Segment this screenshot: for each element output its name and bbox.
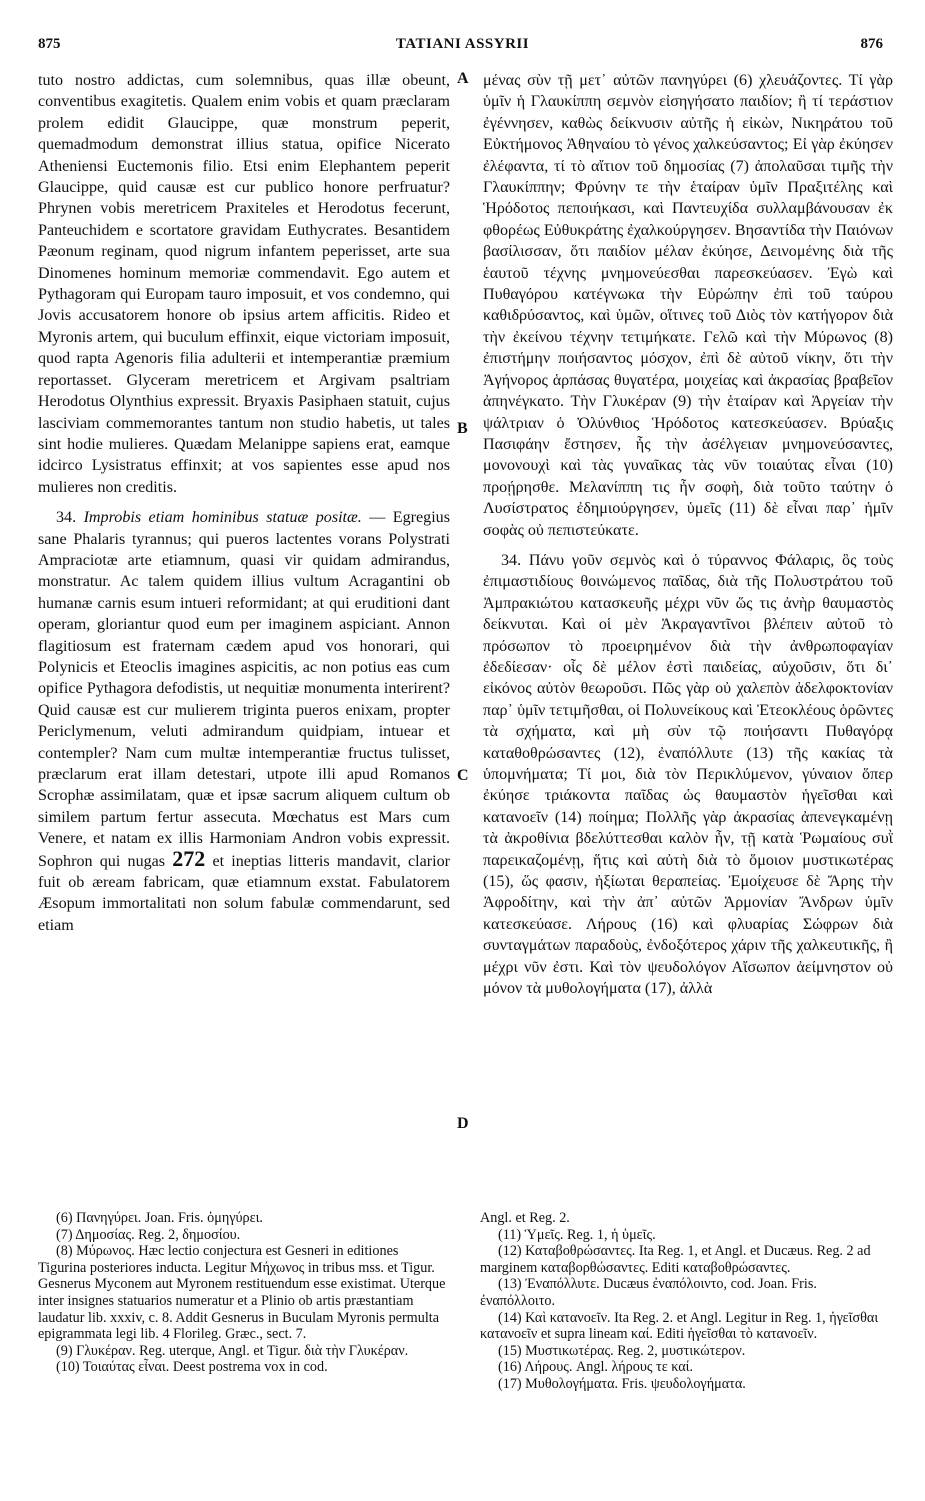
page-number-right: 876 (860, 36, 883, 52)
footnote: (14) Καὶ κατανοεῖν. Ita Reg. 2. et Angl. Legitur in Reg. 1, ἡγεῖσθαι κατανοεῖν et supra lineam καί. Editi ἡγεῖσθαι τὸ κατανοεῖν. (480, 1309, 879, 1343)
footnote: (7) Δημοσίας. Reg. 2, δημοσίου. (56, 1226, 241, 1243)
latin-paragraph-34-text-a: — Egregius sane Phalaris tyrannus; qui pueros lactentes vorans Polystrati Ampraciotæ arte etiamnum, quasi vir quidam admirandus, monstratur. Ac talem quidem illius vultum Acragantini ob humanæ carnis esum intueri reformidant; at qui eruditioni dant operam, gloriantur quod eum per imaginem aspiciant. Annon flagitiosum est fraternam cædem apud vos honorari, qui Polynicis et Eteoclis imagines aspicitis, ac non potius eas cum opifice Pythagora defodistis, ut nequitiæ monumenta interirent? Quid causæ est cur mulierem triginta pueros enixam, propter Periclymenum, veluti admirandum quidpiam, intuear et contempler? Nam cum multæ intemperantiæ fructus tulisset, præclarum erat illam detestari, utpote illi apud Romanos Scrophæ assimilatam, quæ et ipsæ sacrum aliquem cultum ob similem partum fertur assecuta. Mœchatus est Mars cum Venere, et natam ex illis Harmoniam Andron vobis expressit. Sophron qui nugas (38, 509, 450, 870)
section-title: Improbis etiam hominibus statuæ positæ. (83, 509, 362, 527)
running-title: TATIANI ASSYRII (395, 36, 530, 52)
latin-column (38, 70, 450, 936)
footnote: (8) Μύρωνος. Hæc lectio conjectura est Gesneri in editiones Tigurina posteriores inducta. Legitur Μήχωνος in tribus mss. et Tigur. Gesnerus Myconem aut Myronem restituendum esse existimat. Uterque inter insignes statuarios numeratur et a Plinio ob artis præstantiam laudatur lib. xxxiv, c. 8. Addit Gesnerus in Buculam Myronis permulta epigrammata legi lib. 4 Florileg. Græc., sect. 7. (38, 1243, 446, 1343)
margin-letter-b: B (457, 420, 468, 437)
greek-paragraph-34: 34. Πάνυ γοῦν σεμνὸς καὶ ὁ τύραννος Φάλαρις, ὃς τοὺς ἐπιμαστιδίους θοινώμενος παῖδας, διὰ τῆς Πολυστράτου τοῦ Ἀμπρακιώτου κατασκευῆς μέχρι νῦν ὥς τις ἀνὴρ θαυμαστὸς δείκνυται. Καὶ οἱ μὲν Ἀκραγαντῖνοι βλέπειν αὐτοῦ τὸ πρόσωπον τὸ προειρημένον διὰ τὴν ἀνθρωποφαγίαν ἐδεδίεσαν· οἷς δὲ μέλον ἐστὶ παιδείας, αὐχοῦσιν, ὅτι δι᾽ εἰκόνος αὐτὸν θεωροῦσι. Πῶς γὰρ οὐ χαλεπὸν ἀδελφοκτονίαν παρ᾽ ὑμῖν τετιμῆσθαι, οἱ Πολυνείκους καὶ Ἐτεοκλέους ὁρῶντες τὰ σχήματα, καὶ μὴ σὺν τῷ ποιήσαντι Πυθαγόρᾳ καταθοθρώσαντες (12), ἐναπόλλυτε (13) τῆς κακίας τὰ ὑπομνήματα; Τί μοι, διὰ τὸν Περικλύμενον, γύναιον ὅπερ ἐκύησε τριάκοντα παῖδας ὡς θαυμαστὸν ἡγεῖσθαι καὶ κατανοεῖν (14) ποίημα; Πολλῆς γὰρ ἀκρασίας ἀπενεγκαμένῃ τὰ ἀκροθίνια βδελύττεσθαι καλὸν ἦν, τῇ κατὰ Ῥωμαίους συῒ παρεικαζομένῃ, ἥτις καὶ αὐτὴ διὰ τὸ ὅμοιον μυστικωτέρας (15), ὥς φασιν, ἠξίωται θεραπείας. Ἐμοίχευσε δὲ Ἄρης τὴν Ἀφροδίτην, καὶ τὴν ἀπ᾽ αὐτῶν Ἁρμονίαν Ἄνδρων ὑμῖν κατεσκεύασε. Λήρους (16) καὶ φλυαρίας Σώφρων διὰ συνταγμάτων παραδοὺς, ἐνδοξότερος χάριν τῆς χαλκευτικῆς, ἢ μέχρι νῦν ἐστι. Καὶ τὸν ψευδολόγον Αἴσωπον ἀείμνηστον οὐ μόνον τὰ μυθολογήματα (17), ἀλλὰ (483, 551, 893, 998)
margin-letter-d: D (457, 1115, 469, 1132)
footnotes-right (480, 1210, 895, 1393)
footnote: (13) Ἐναπόλλυτε. Ducæus ἐναπόλοιντο, cod. Joan. Fris. ἐναπόλλοιτο. (480, 1276, 817, 1309)
footnote: (10) Τοιαύτας εἶναι. Deest postrema vox in cod. (56, 1359, 328, 1376)
footnote: (11) Ὑμεῖς. Reg. 1, ἡ ὑμεῖς. (498, 1226, 656, 1243)
margin-letter-a: A (457, 70, 469, 87)
page-number-left: 875 (38, 36, 61, 52)
footnote: (17) Μυθολογήματα. Fris. ψευδολογήματα. (498, 1375, 746, 1392)
footnote: (15) Μυστικωτέρας. Reg. 2, μυστικώτερον. (498, 1342, 746, 1359)
latin-paragraph-34-text-b: et ineptias litteris mandavit, clarior fuit ob æream fabricam, quæ etiamnum exstat. Fabulatorem Æsopum immortalitati non solum fabulæ commendarunt, sed etiam (38, 852, 450, 934)
footnote: (6) Πανηγύρει. Joan. Fris. ὁμηγύρει. (56, 1210, 263, 1226)
greek-paragraph-1: μένας σὺν τῇ μετ᾽ αὐτῶν πανηγύρει (6) χλευάζοντες. Τί γὰρ ὑμῖν ἡ Γλαυκίππη σεμνὸν εἰσηγήσατο παιδίον; ἢ τί τεράστιον ἐγέννησεν, καθὼς δείκνυσιν αὐτῆς ἡ εἰκὼν, Νικηράτου τοῦ Εὐκτήμονος Ἀθηναίου τὸ γένος χαλκεύσαντος; Εἰ γὰρ ἐκύησεν ἐλέφαντα, τί τὸ αἴτιον τοῦ δημοσίας (7) ἀπολαῦσαι τιμῆς τὴν Γλαυκίππην; Φρύνην τε τὴν ἑταίραν ὑμῖν Πραξιτέλης καὶ Ἡρόδοτος πεποιήκασι, καὶ Παντευχίδα συλλαμβάνουσαν ἐκ φθορέως Εὐθυκράτης ἐχαλκούργησεν. Βησαντίδα τὴν Παιόνων βασίλισσαν, ὅτι παιδίον μέλαν ἐκύησε, Δεινομένης διὰ τῆς ἑαυτοῦ τέχνης μνημονεύεσθαι παρεσκεύασεν. Ἐγὼ καὶ Πυθαγόρου κατέγνωκα τὴν Εὐρώπην ἐπὶ τοῦ ταύρου καθιδρύσαντος, καὶ ὑμῶν, οἵτινες τοῦ Διὸς τὸν κατήγορον διὰ τὴν ἐκείνου τέχνην τετιμήκατε. Γελῶ καὶ τὴν Μύρωνος (8) ἐπιστήμην ποιήσαντος μόσχον, ἐπὶ δὲ αὐτοῦ νίκην, ὅτι τὴν Ἀγήνορος ἁρπάσας θυγατέρα, μοιχείας καὶ ἀκρασίας βραβεῖον ἀπηνέγκατο. Τὴν Γλυκέραν (9) τὴν ἑταίραν καὶ Ἀργείαν τὴν ψάλτριαν ὁ Ὀλύνθιος Ἡρόδοτος κατεσκεύασεν. Βρύαξις Πασιφάην ἔστησεν, ἧς τὴν ἀσέλγειαν μνημονεύσαντες, μονονουχὶ καὶ τὰς γυναῖκας τὰς νῦν τοιαύτας εἶναι (10) προῄρησθε. Μελανίππη τις ἦν σοφὴ, διὰ τοῦτο ταύτην ὁ Λυσίστρατος ἐδημιούργησεν, ὑμεῖς (11) δὲ εἶναι παρ᾽ ἡμῖν σοφὰς οὐ πεπιστεύκατε. (483, 72, 894, 539)
greek-column (483, 70, 893, 999)
margin-letter-c: C (457, 767, 469, 784)
footnote: (12) Καταβοθρώσαντες. Ita Reg. 1, et Angl. et Ducæus. Reg. 2 ad marginem καταβορθώσαντες. Editi καταβοθρώσαντες. (480, 1243, 871, 1276)
footnotes-left (38, 1210, 450, 1376)
footnote: (16) Λήρους. Angl. λήρους τε καί. (498, 1359, 694, 1376)
section-number: 34. (56, 509, 77, 527)
latin-paragraph-1: tuto nostro addictas, cum solemnibus, quas illæ obeunt, conventibus exagitetis. Qualem enim vobis et quam præclaram prolem edidit Glaucippe, quæ monstrum peperit, quemadmodum demonstrat illius statua, opifice Nicerato Atheniensi Euctemonis filio. Etsi enim Elephantem peperit Glaucippe, quid causæ est cur publico honore perfruatur? Phrynen vobis meretricem Praxiteles et Herodotus fecerunt, Panteuchidem e scortatore gravidam Euthycrates. Besantidem Pæonum reginam, quod nigrum infantem peperisset, arte sua Dinomenes hominum memoriæ commendavit. Ego autem et Pythagoram qui Europam tauro imposuit, et vos condemno, qui Jovis accusatorem honore ob ipsius artem afficitis. Rideo et Myronis artem, qui buculum effinxit, eique victoriam imposuit, quod rapta Agenoris filia adulterii et intemperantiæ præmium reportasset. Glyceram meretricem et Argivam psaltriam Herodotus Olynthius expressit. Bryaxis Pasiphaen statuit, cujus lasciviam commemorantes tantum non studio habetis, ut tales sint hodie mulieres. Quædam Melanippe sapiens erat, eamque idcirco Lysistratus effinxit; at vos sapientes esse apud nos mulieres non creditis. (38, 72, 450, 496)
footnote-continuation: Angl. et Reg. 2. (480, 1210, 570, 1226)
footnote: (9) Γλυκέραν. Reg. uterque, Angl. et Tigur. διὰ τὴν Γλυκέραν. (56, 1342, 409, 1359)
latin-paragraph-34 (38, 507, 450, 936)
edition-page-number: 272 (172, 845, 206, 871)
